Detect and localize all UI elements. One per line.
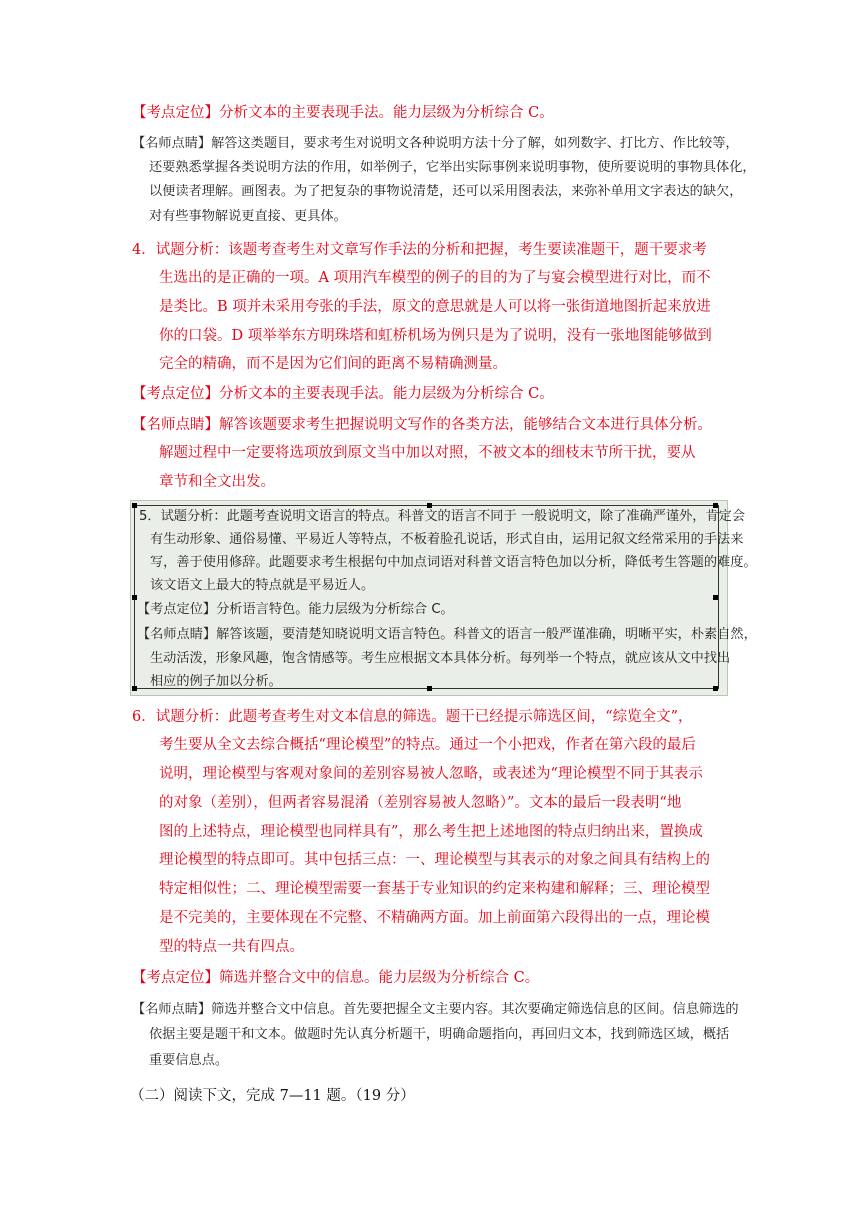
text-line: 【考点定位】筛选并整合文中的信息。能力层级为分析综合 C。 xyxy=(132,970,540,986)
text-line: 完全的精确，而不是因为它们间的距离不易精确测量。 xyxy=(159,356,507,372)
text-line: 是类比。B 项并未采用夸张的手法，原文的意思就是人可以将一张街道地图折起来放进 xyxy=(159,299,711,315)
resize-handle xyxy=(132,595,137,600)
text-line: 重要信息点。 xyxy=(149,1053,229,1068)
text-line: 【名师点睛】解答这类题目，要求考生对说明文各种说明方法十分了解，如列数字、打比方、作比较等， xyxy=(132,136,739,151)
text-line: （二）阅读下文，完成 7—11 题。（19 分） xyxy=(130,1088,415,1104)
text-line: 对有些事物解说更直接、更具体。 xyxy=(149,209,347,224)
text-line: 【考点定位】分析语言特色。能力层级为分析综合 C。 xyxy=(137,602,454,617)
text-line: 的对象（差别），但两者容易混淆（差别容易被人忽略）”。文本的最后一段表明“地 xyxy=(159,795,682,811)
text-line: 说明，理论模型与客观对象间的差别容易被人忽略，或表述为“理论模型不同于其表示 xyxy=(159,766,703,782)
resize-handle xyxy=(132,686,137,691)
text-line: 写，善于使用修辞。此题要求考生根据句中加点词语对科普文语言特色加以分析，降低考生答题的难度。 xyxy=(150,555,757,570)
text-line: 生选出的是正确的一项。A 项用汽车模型的例子的目的为了与宴会模型进行对比，而不 xyxy=(159,270,711,286)
text-line: 解题过程中一定要将选项放到原文当中加以对照，不被文本的细枝末节所干扰，要从 xyxy=(159,445,696,461)
text-line: 该文语文上最大的特点就是平易近人。 xyxy=(150,578,375,593)
text-line: 生动活泼，形象风趣，饱含情感等。考生应根据文本具体分析。每列举一个特点，就应该从文中找出 xyxy=(150,651,731,666)
text-line: 型的特点一共有四点。 xyxy=(159,939,304,955)
text-line: 特定相似性；二、理论模型需要一套基于专业知识的约定来构建和解释；三、理论模型 xyxy=(159,881,710,897)
text-line: 5．试题分析：此题考查说明文语言的特点。科普文的语言不同于 一般说明文，除了准确严谨外，肯定会 xyxy=(139,509,746,524)
text-line: 是不完美的，主要体现在不完整、不精确两方面。加上前面第六段得出的一点，理论模 xyxy=(159,910,710,926)
text-line: 6．试题分析：此题考查考生对文本信息的筛选。题干已经提示筛选区间，“综览全文”， xyxy=(132,709,693,725)
text-line: 【考点定位】分析文本的主要表现手法。能力层级为分析综合 C。 xyxy=(132,386,554,402)
text-line: 你的口袋。D 项举举东方明珠塔和虹桥机场为例只是为了说明，没有一张地图能够做到 xyxy=(159,328,712,344)
text-line: 有生动形象、通俗易懂、平易近人等特点，不板着脸孔说话，形式自由，运用记叙文经常采用的手法来 xyxy=(150,532,744,547)
text-line: 图的上述特点，理论模型也同样具有”，那么考生把上述地图的特点归纳出来，置换成 xyxy=(159,824,703,840)
text-line: 依据主要是题干和文本。做题时先认真分析题干，明确命题指向，再回归文本，找到筛选区域，概括 xyxy=(149,1027,730,1042)
text-line: 章节和全文出发。 xyxy=(159,474,275,490)
text-line: 4．试题分析：该题考查考生对文章写作手法的分析和把握，考生要读准题干，题干要求考 xyxy=(132,242,707,258)
text-line: 以便读者理解。画图表。为了把复杂的事物说清楚，还可以采用图表法，来弥补单用文字表达的缺欠， xyxy=(149,184,743,199)
resize-handle xyxy=(713,595,718,600)
resize-handle xyxy=(427,686,432,691)
text-line: 【名师点睛】解答该题要求考生把握说明文写作的各类方法，能够结合文本进行具体分析。 xyxy=(132,417,712,433)
text-line: 【名师点睛】解答该题，要清楚知晓说明文语言特色。科普文的语言一般严谨准确，明晰平实，朴素自然， xyxy=(137,627,757,642)
text-line: 还要熟悉掌握各类说明方法的作用，如举例子，它举出实际事例来说明事物，使所要说明的事物具体化， xyxy=(149,160,756,175)
scanned-image-q5 xyxy=(130,500,757,696)
text-line: 考生要从全文去综合概括“理论模型”的特点。通过一个小把戏，作者在第六段的最后 xyxy=(159,737,696,753)
text-line: 【名师点睛】筛选并整合文中信息。首先要把握全文主要内容。其次要确定筛选信息的区间。信息筛选的 xyxy=(132,1002,739,1017)
text-line: 相应的例子加以分析。 xyxy=(150,674,282,689)
resize-handle xyxy=(132,503,137,508)
text-line: 理论模型的特点即可。其中包括三点：一、理论模型与其表示的对象之间具有结构上的 xyxy=(159,852,710,868)
text-line: 【考点定位】分析文本的主要表现手法。能力层级为分析综合 C。 xyxy=(132,105,554,121)
resize-handle xyxy=(713,686,718,691)
